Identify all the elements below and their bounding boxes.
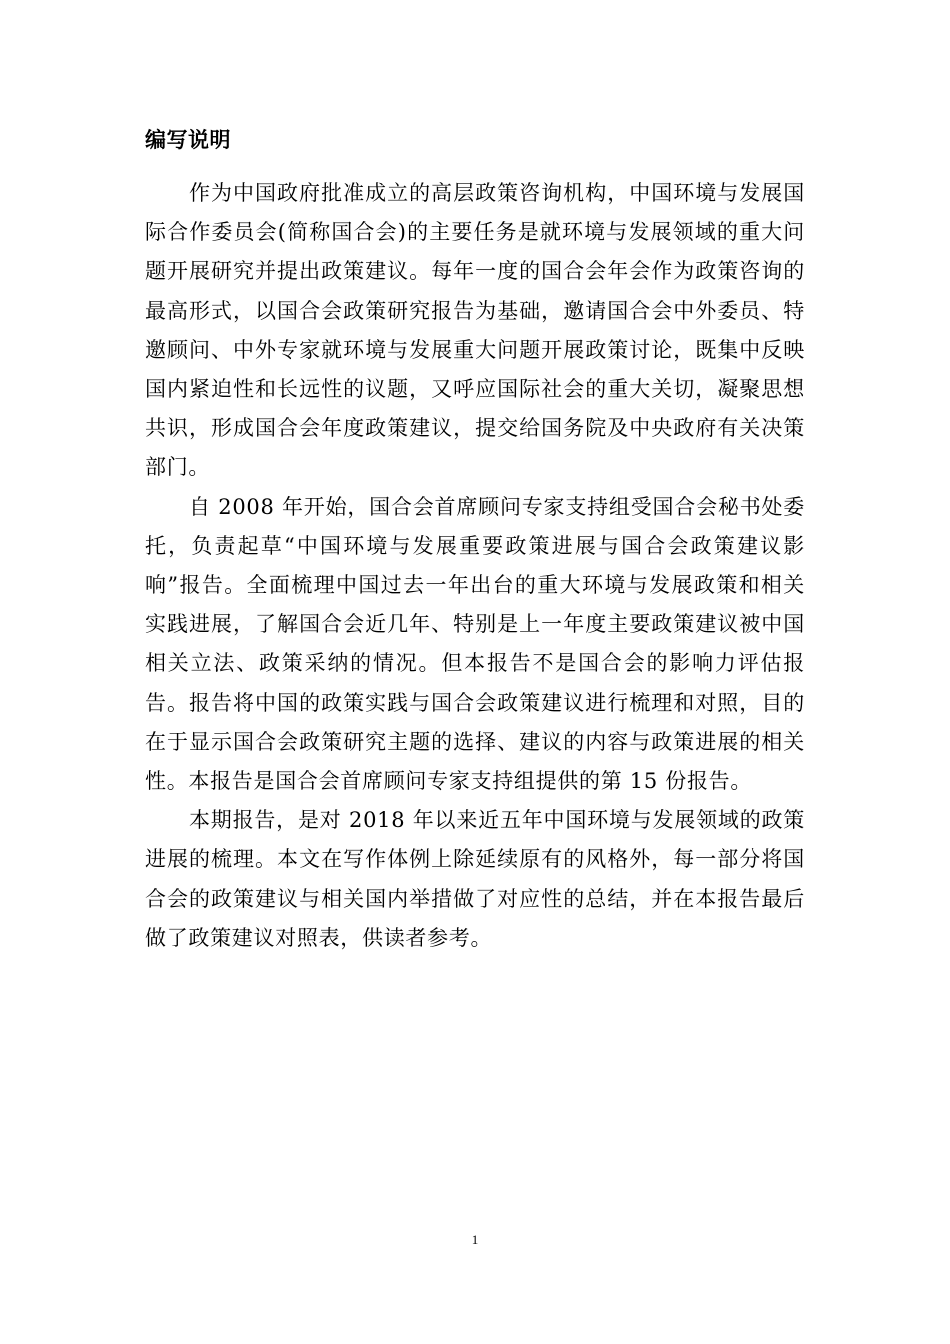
page-number: 1 — [471, 1232, 479, 1247]
paragraph-1: 作为中国政府批准成立的高层政策咨询机构，中国环境与发展国际合作委员会(简称国合会)的主要任务是就环境与发展领域的重大问题开展研究并提出政策建议。每年一度的国合会年会作为政策咨询的最高形式，以国合会政策研究报告为基础，邀请国合会中外委员、特邀顾问、中外专家就环境与发展重大问题开展政策讨论，既集中反映国内紧迫性和长远性的议题，又呼应国际社会的重大关切，凝聚思想共识，形成国合会年度政策建议，提交给国务院及中央政府有关决策部门。 — [145, 181, 805, 480]
paragraph-3: 本期报告，是对 2018 年以来近五年中国环境与发展领域的政策进展的梳理。本文在写作体例上除延续原有的风格外，每一部分将国合会的政策建议与相关国内举措做了对应性的总结，并在本报告最后做了政策建议对照表，供读者参考。 — [145, 808, 805, 950]
paragraph-2: 自 2008 年开始，国合会首席顾问专家支持组受国合会秘书处委托，负责起草“中国环境与发展重要政策进展与国合会政策建议影响”报告。全面梳理中国过去一年出台的重大环境与发展政策和相关实践进展，了解国合会近几年、特别是上一年度主要政策建议被中国相关立法、政策采纳的情况。但本报告不是国合会的影响力评估报告。报告将中国的政策实践与国合会政策建议进行梳理和对照，目的在于显示国合会政策研究主题的选择、建议的内容与政策进展的相关性。本报告是国合会首席顾问专家支持组提供的第 15 份报告。 — [145, 494, 805, 794]
section-heading: 编写说明 — [145, 128, 231, 152]
body-text — [145, 174, 805, 958]
